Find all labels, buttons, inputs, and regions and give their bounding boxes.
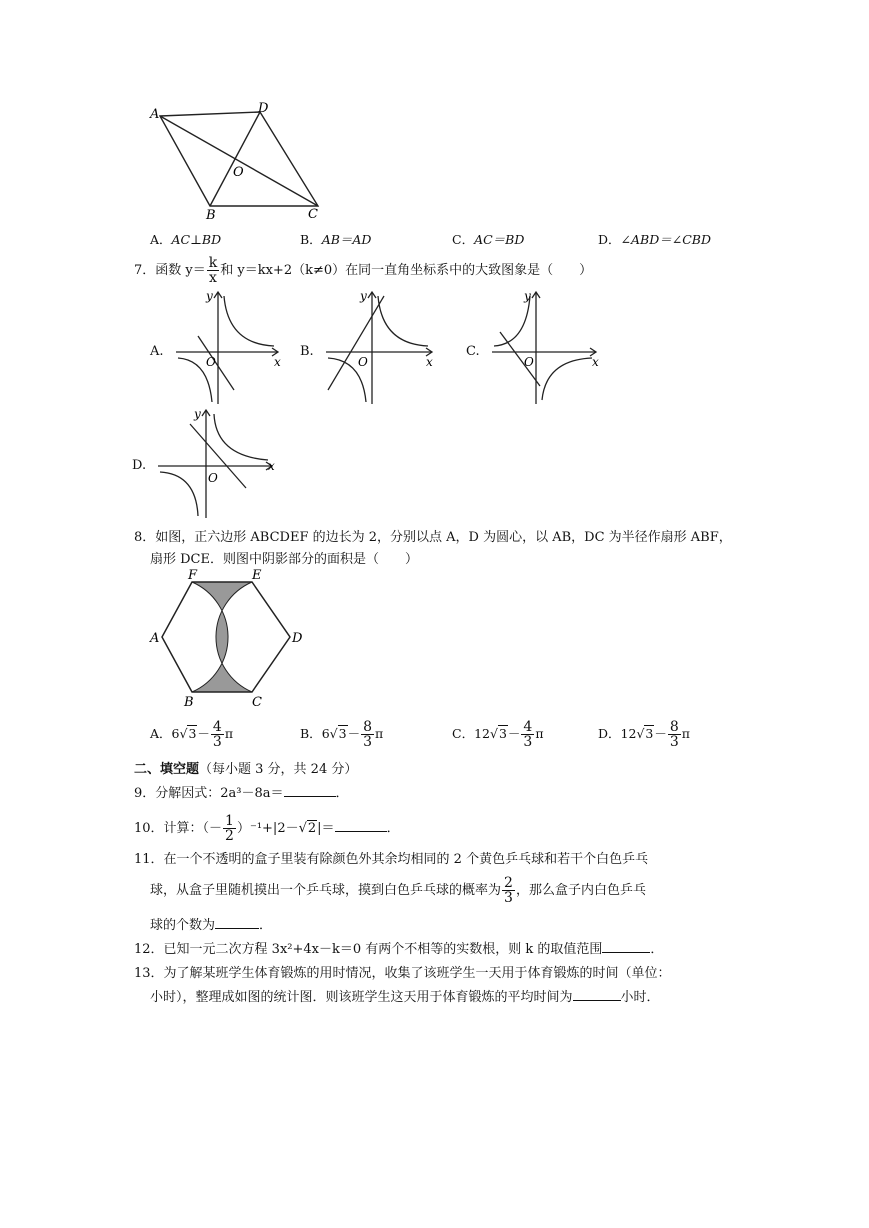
section-heading: 二、填空题（每小题 3 分，共 24 分） (134, 762, 358, 777)
label-A: A (150, 107, 160, 122)
svg-text:x: x (268, 459, 275, 473)
svg-text:x: x (426, 355, 433, 369)
q11-line3: 球的个数为 ． (150, 918, 273, 933)
q11-answer-blank[interactable] (215, 916, 259, 929)
q7-graph-c (486, 286, 604, 406)
svg-text:y: y (194, 407, 201, 421)
svg-text:O: O (206, 355, 216, 369)
q7-label-d: D. (132, 458, 147, 473)
q11-line2: 球，从盒子里随机摸出一个乒乓球，摸到白色乒乓球的概率为 $\frac{2}{3}$ ，那么盒子内白色乒乓 (150, 875, 646, 906)
label-C: C (308, 207, 318, 222)
svg-text:C: C (252, 695, 262, 710)
svg-text:B: B (184, 695, 194, 710)
svg-text:D: D (292, 631, 303, 646)
q6-option-d: D．∠ABD＝∠CBD (598, 232, 711, 247)
label-B: B (206, 208, 216, 223)
q8-option-d: D．12√3－ $\frac{8}{3}$ π (598, 719, 691, 750)
q11-line1: 11．在一个不透明的盒子里装有除颜色外其余均相同的 2 个黄色乒乓球和若干个白色乒乓 (134, 852, 649, 867)
q7-graph-b (320, 286, 438, 406)
q7-graph-a (170, 286, 288, 406)
q6-option-c: C．AC＝BD (452, 232, 525, 247)
q10: 10．计算：（－ $\frac{1}{2}$ ）⁻¹+|2－√2|＝ ． (134, 813, 400, 844)
q7-graph-d (150, 404, 280, 520)
q7-label-b: B. (300, 344, 314, 359)
svg-text:O: O (358, 355, 368, 369)
q7-label-a: A. (150, 344, 164, 359)
svg-text:O: O (524, 355, 534, 369)
svg-text:F: F (188, 568, 198, 583)
q8-option-a: A．6√3－ $\frac{4}{3}$ π (150, 719, 234, 750)
svg-text:y: y (360, 289, 367, 303)
svg-text:O: O (208, 471, 218, 485)
label-O: O (233, 165, 244, 180)
svg-text:A: A (150, 631, 160, 646)
q7-stem: 7．函数 y＝ $\frac{k}{x}$ 和 y＝kx+2（k≠0）在同一直角坐标系中的大致图象是（ ） (134, 255, 593, 286)
q8-option-c: C．12√3－ $\frac{4}{3}$ π (452, 719, 544, 750)
q9: 9．分解因式：2a³－8a＝ ． (134, 786, 349, 801)
hexagon-figure (148, 566, 308, 712)
q9-answer-blank[interactable] (284, 784, 336, 797)
svg-text:x: x (274, 355, 281, 369)
q8-option-b: B．6√3－ $\frac{8}{3}$ π (300, 719, 384, 750)
q12-answer-blank[interactable] (602, 940, 650, 953)
q7-label-c: C. (466, 344, 480, 359)
q8-line1: 8．如图，正六边形 ABCDEF 的边长为 2，分别以点 A，D 为圆心，以 AB，DC 为半径作扇形 ABF， (134, 530, 732, 545)
q13-line1: 13．为了解某班学生体育锻炼的用时情况，收集了该班学生一天用于体育锻炼的时间（单位： (134, 966, 671, 981)
q6-option-a: A．AC⊥BD (150, 232, 222, 247)
svg-text:y: y (206, 289, 213, 303)
q10-answer-blank[interactable] (335, 819, 387, 832)
q12: 12．已知一元二次方程 3x²+4x－k＝0 有两个不相等的实数根，则 k 的取值范围 ． (134, 942, 664, 957)
q13-line2: 小时），整理成如图的统计图．则该班学生这天用于体育锻炼的平均时间为 小时． (150, 990, 660, 1005)
label-D: D (258, 101, 269, 116)
q13-answer-blank[interactable] (573, 988, 621, 1001)
q6-option-b: B．AB＝AD (300, 232, 372, 247)
parallelogram-figure (148, 100, 328, 224)
svg-text:x: x (592, 355, 599, 369)
svg-text:y: y (524, 289, 531, 303)
svg-text:E: E (252, 568, 262, 583)
q8-line2: 扇形 DCE．则图中阴影部分的面积是（ ） (150, 552, 418, 567)
